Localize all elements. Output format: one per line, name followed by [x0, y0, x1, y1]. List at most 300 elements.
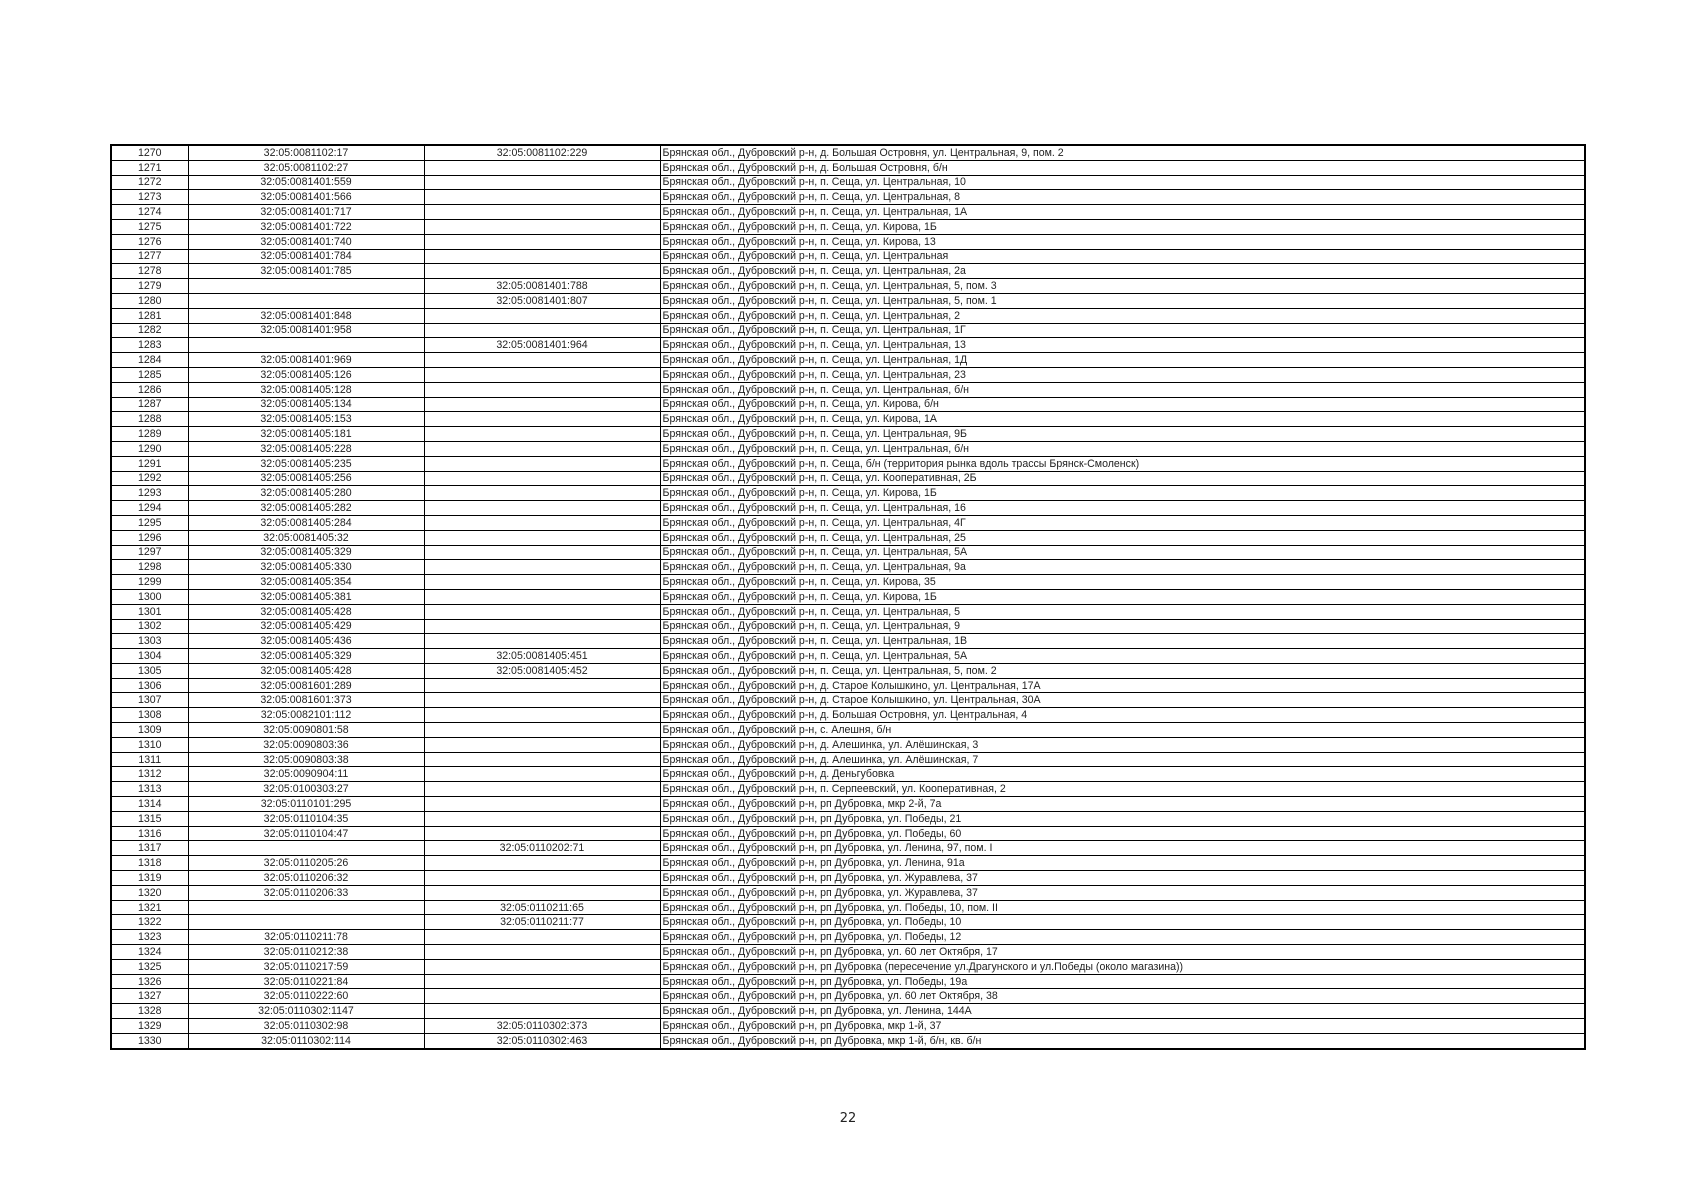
- cadastral-number-cell: 32:05:0110212:38: [188, 945, 424, 960]
- cadastral-number-cell: 32:05:0081401:740: [188, 234, 424, 249]
- address-cell: Брянская обл., Дубровский р-н, д. Старое Колышкино, ул. Центральная, 17А: [660, 678, 1585, 693]
- address-cell: Брянская обл., Дубровский р-н, п. Сеща, ул. Кирова, 1А: [660, 412, 1585, 427]
- row-number-cell: 1298: [111, 560, 188, 575]
- row-number-cell: 1278: [111, 264, 188, 279]
- row-number-cell: 1301: [111, 604, 188, 619]
- table-row: [111, 737, 1585, 752]
- table-row: [111, 471, 1585, 486]
- cadastral-number-cell: 32:05:0081401:722: [188, 219, 424, 234]
- address-cell: Брянская обл., Дубровский р-н, п. Сеща, ул. Центральная, 16: [660, 501, 1585, 516]
- row-number-cell: 1294: [111, 501, 188, 516]
- row-number-cell: 1280: [111, 293, 188, 308]
- table-row: [111, 945, 1585, 960]
- object-cadastral-number-cell: 32:05:0110211:65: [424, 900, 660, 915]
- cadastral-number-cell: 32:05:0081401:848: [188, 308, 424, 323]
- cadastral-number-cell: 32:05:0110101:295: [188, 797, 424, 812]
- row-number-cell: 1321: [111, 900, 188, 915]
- row-number-cell: 1324: [111, 945, 188, 960]
- table-row: [111, 797, 1585, 812]
- address-cell: Брянская обл., Дубровский р-н, п. Сеща, ул. Центральная, 5А: [660, 545, 1585, 560]
- table-row: [111, 989, 1585, 1004]
- address-cell: Брянская обл., Дубровский р-н, п. Сеща, ул. Центральная, 5, пом. 3: [660, 279, 1585, 294]
- object-cadastral-number-cell: 32:05:0110302:463: [424, 1033, 660, 1048]
- row-number-cell: 1311: [111, 752, 188, 767]
- table-row: [111, 1004, 1585, 1019]
- table-row: [111, 1019, 1585, 1034]
- cadastral-number-cell: 32:05:0110211:78: [188, 930, 424, 945]
- table-row: [111, 338, 1585, 353]
- address-cell: Брянская обл., Дубровский р-н, рп Дубровка, ул. Победы, 19а: [660, 974, 1585, 989]
- table-row: [111, 441, 1585, 456]
- row-number-cell: 1276: [111, 234, 188, 249]
- address-cell: Брянская обл., Дубровский р-н, рп Дубровка, ул. Журавлева, 37: [660, 871, 1585, 886]
- object-cadastral-number-cell: 32:05:0110302:373: [424, 1019, 660, 1034]
- address-cell: Брянская обл., Дубровский р-н, рп Дубровка, ул. Ленина, 144А: [660, 1004, 1585, 1019]
- row-number-cell: 1326: [111, 974, 188, 989]
- cadastral-number-cell: 32:05:0081601:289: [188, 678, 424, 693]
- address-cell: Брянская обл., Дубровский р-н, п. Сеща, ул. Центральная, 8: [660, 190, 1585, 205]
- address-cell: Брянская обл., Дубровский р-н, рп Дубровка, ул. Победы, 21: [660, 811, 1585, 826]
- object-cadastral-number-cell: [424, 530, 660, 545]
- object-cadastral-number-cell: [424, 545, 660, 560]
- table-row: [111, 160, 1585, 175]
- object-cadastral-number-cell: [424, 974, 660, 989]
- object-cadastral-number-cell: [424, 930, 660, 945]
- cadastral-number-cell: 32:05:0110302:1147: [188, 1004, 424, 1019]
- row-number-cell: 1316: [111, 826, 188, 841]
- cadastral-number-cell: [188, 900, 424, 915]
- table-row: [111, 427, 1585, 442]
- registry-table-body: [111, 145, 1585, 1049]
- row-number-cell: 1313: [111, 782, 188, 797]
- cadastral-number-cell: 32:05:0081401:969: [188, 353, 424, 368]
- address-cell: Брянская обл., Дубровский р-н, п. Сеща, ул. Центральная, 2: [660, 308, 1585, 323]
- address-cell: Брянская обл., Дубровский р-н, рп Дубровка, ул. Победы, 10, пом. II: [660, 900, 1585, 915]
- table-row: [111, 501, 1585, 516]
- address-cell: Брянская обл., Дубровский р-н, рп Дубровка, ул. Ленина, 97, пом. I: [660, 841, 1585, 856]
- table-row: [111, 234, 1585, 249]
- object-cadastral-number-cell: [424, 515, 660, 530]
- address-cell: Брянская обл., Дубровский р-н, п. Сеща, ул. Кирова, 1Б: [660, 589, 1585, 604]
- table-row: [111, 515, 1585, 530]
- cadastral-number-cell: 32:05:0090801:58: [188, 723, 424, 738]
- address-cell: Брянская обл., Дубровский р-н, п. Сеща, ул. Кооперативная, 2Б: [660, 471, 1585, 486]
- address-cell: Брянская обл., Дубровский р-н, рп Дубровка, ул. 60 лет Октября, 17: [660, 945, 1585, 960]
- object-cadastral-number-cell: 32:05:0110202:71: [424, 841, 660, 856]
- address-cell: Брянская обл., Дубровский р-н, п. Серпеевский, ул. Кооперативная, 2: [660, 782, 1585, 797]
- table-row: [111, 560, 1585, 575]
- cadastral-number-cell: 32:05:0081405:134: [188, 397, 424, 412]
- cadastral-number-cell: 32:05:0110217:59: [188, 959, 424, 974]
- cadastral-number-cell: 32:05:0110302:114: [188, 1033, 424, 1048]
- address-cell: Брянская обл., Дубровский р-н, д. Большая Островня, б/н: [660, 160, 1585, 175]
- row-number-cell: 1305: [111, 663, 188, 678]
- table-row: [111, 205, 1585, 220]
- table-row: [111, 589, 1585, 604]
- row-number-cell: 1283: [111, 338, 188, 353]
- object-cadastral-number-cell: [424, 752, 660, 767]
- cadastral-number-cell: 32:05:0110221:84: [188, 974, 424, 989]
- table-row: [111, 826, 1585, 841]
- cadastral-number-cell: 32:05:0110104:35: [188, 811, 424, 826]
- row-number-cell: 1329: [111, 1019, 188, 1034]
- object-cadastral-number-cell: 32:05:0081401:964: [424, 338, 660, 353]
- row-number-cell: 1322: [111, 915, 188, 930]
- table-row: [111, 190, 1585, 205]
- table-row: [111, 397, 1585, 412]
- table-row: [111, 486, 1585, 501]
- row-number-cell: 1290: [111, 441, 188, 456]
- object-cadastral-number-cell: [424, 190, 660, 205]
- object-cadastral-number-cell: [424, 604, 660, 619]
- row-number-cell: 1323: [111, 930, 188, 945]
- row-number-cell: 1279: [111, 279, 188, 294]
- object-cadastral-number-cell: 32:05:0081401:807: [424, 293, 660, 308]
- cadastral-number-cell: [188, 841, 424, 856]
- row-number-cell: 1274: [111, 205, 188, 220]
- address-cell: Брянская обл., Дубровский р-н, д. Алешинка, ул. Алёшинская, 3: [660, 737, 1585, 752]
- object-cadastral-number-cell: [424, 678, 660, 693]
- address-cell: Брянская обл., Дубровский р-н, рп Дубровка, ул. Победы, 60: [660, 826, 1585, 841]
- table-row: [111, 604, 1585, 619]
- object-cadastral-number-cell: [424, 945, 660, 960]
- cadastral-number-cell: 32:05:0081405:354: [188, 575, 424, 590]
- cadastral-number-cell: [188, 293, 424, 308]
- table-row: [111, 175, 1585, 190]
- address-cell: Брянская обл., Дубровский р-н, рп Дубровка, мкр 2-й, 7а: [660, 797, 1585, 812]
- cadastral-number-cell: 32:05:0110205:26: [188, 856, 424, 871]
- address-cell: Брянская обл., Дубровский р-н, п. Сеща, ул. Центральная, 1А: [660, 205, 1585, 220]
- object-cadastral-number-cell: 32:05:0110211:77: [424, 915, 660, 930]
- cadastral-number-cell: 32:05:0081405:280: [188, 486, 424, 501]
- row-number-cell: 1295: [111, 515, 188, 530]
- table-row: [111, 723, 1585, 738]
- address-cell: Брянская обл., Дубровский р-н, п. Сеща, ул. Кирова, б/н: [660, 397, 1585, 412]
- object-cadastral-number-cell: [424, 708, 660, 723]
- object-cadastral-number-cell: [424, 308, 660, 323]
- object-cadastral-number-cell: [424, 575, 660, 590]
- row-number-cell: 1297: [111, 545, 188, 560]
- cadastral-number-cell: 32:05:0081401:785: [188, 264, 424, 279]
- address-cell: Брянская обл., Дубровский р-н, п. Сеща, ул. Центральная, 2а: [660, 264, 1585, 279]
- table-row: [111, 693, 1585, 708]
- cadastral-number-cell: 32:05:0081405:256: [188, 471, 424, 486]
- row-number-cell: 1328: [111, 1004, 188, 1019]
- cadastral-number-cell: 32:05:0081405:381: [188, 589, 424, 604]
- object-cadastral-number-cell: [424, 589, 660, 604]
- row-number-cell: 1282: [111, 323, 188, 338]
- address-cell: Брянская обл., Дубровский р-н, п. Сеща, ул. Центральная, б/н: [660, 441, 1585, 456]
- table-row: [111, 219, 1585, 234]
- table-row: [111, 649, 1585, 664]
- table-row: [111, 308, 1585, 323]
- cadastral-number-cell: 32:05:0081405:436: [188, 634, 424, 649]
- table-row: [111, 841, 1585, 856]
- table-row: [111, 871, 1585, 886]
- cadastral-number-cell: 32:05:0081401:958: [188, 323, 424, 338]
- address-cell: Брянская обл., Дубровский р-н, п. Сеща, ул. Центральная, 5, пом. 2: [660, 663, 1585, 678]
- object-cadastral-number-cell: [424, 885, 660, 900]
- row-number-cell: 1271: [111, 160, 188, 175]
- address-cell: Брянская обл., Дубровский р-н, рп Дубровка, мкр 1-й, б/н, кв. б/н: [660, 1033, 1585, 1048]
- address-cell: Брянская обл., Дубровский р-н, рп Дубровка, ул. Победы, 10: [660, 915, 1585, 930]
- cadastral-number-cell: 32:05:0081405:235: [188, 456, 424, 471]
- row-number-cell: 1299: [111, 575, 188, 590]
- cadastral-number-cell: 32:05:0090803:38: [188, 752, 424, 767]
- object-cadastral-number-cell: 32:05:0081405:452: [424, 663, 660, 678]
- object-cadastral-number-cell: [424, 871, 660, 886]
- cadastral-number-cell: 32:05:0110206:32: [188, 871, 424, 886]
- table-row: [111, 619, 1585, 634]
- row-number-cell: 1309: [111, 723, 188, 738]
- address-cell: Брянская обл., Дубровский р-н, д. Большая Островня, ул. Центральная, 9, пом. 2: [660, 145, 1585, 160]
- address-cell: Брянская обл., Дубровский р-н, п. Сеща, ул. Центральная, 23: [660, 367, 1585, 382]
- cadastral-number-cell: 32:05:0081405:329: [188, 649, 424, 664]
- cadastral-number-cell: [188, 915, 424, 930]
- table-row: [111, 293, 1585, 308]
- property-registry-table: [110, 144, 1586, 1050]
- row-number-cell: 1291: [111, 456, 188, 471]
- address-cell: Брянская обл., Дубровский р-н, п. Сеща, ул. Центральная, 1Г: [660, 323, 1585, 338]
- table-row: [111, 264, 1585, 279]
- row-number-cell: 1288: [111, 412, 188, 427]
- cadastral-number-cell: 32:05:0082101:112: [188, 708, 424, 723]
- cadastral-number-cell: 32:05:0081405:329: [188, 545, 424, 560]
- cadastral-number-cell: 32:05:0081405:428: [188, 604, 424, 619]
- object-cadastral-number-cell: [424, 471, 660, 486]
- table-row: [111, 634, 1585, 649]
- address-cell: Брянская обл., Дубровский р-н, д. Большая Островня, ул. Центральная, 4: [660, 708, 1585, 723]
- object-cadastral-number-cell: [424, 456, 660, 471]
- address-cell: Брянская обл., Дубровский р-н, п. Сеща, ул. Центральная, 10: [660, 175, 1585, 190]
- table-row: [111, 856, 1585, 871]
- table-row: [111, 530, 1585, 545]
- address-cell: Брянская обл., Дубровский р-н, п. Сеща, ул. Кирова, 35: [660, 575, 1585, 590]
- object-cadastral-number-cell: [424, 412, 660, 427]
- cadastral-number-cell: 32:05:0110104:47: [188, 826, 424, 841]
- cadastral-number-cell: [188, 338, 424, 353]
- address-cell: Брянская обл., Дубровский р-н, рп Дубровка (пересечение ул.Драгунского и ул.Победы (около магазина)): [660, 959, 1585, 974]
- row-number-cell: 1312: [111, 767, 188, 782]
- address-cell: Брянская обл., Дубровский р-н, п. Сеща, ул. Центральная, 9а: [660, 560, 1585, 575]
- row-number-cell: 1284: [111, 353, 188, 368]
- object-cadastral-number-cell: [424, 353, 660, 368]
- object-cadastral-number-cell: [424, 737, 660, 752]
- table-row: [111, 412, 1585, 427]
- table-row: [111, 974, 1585, 989]
- cadastral-number-cell: 32:05:0081405:32: [188, 530, 424, 545]
- address-cell: Брянская обл., Дубровский р-н, п. Сеща, ул. Центральная, 1Д: [660, 353, 1585, 368]
- cadastral-number-cell: 32:05:0081401:559: [188, 175, 424, 190]
- object-cadastral-number-cell: 32:05:0081401:788: [424, 279, 660, 294]
- page-number: 22: [839, 1111, 857, 1126]
- cadastral-number-cell: 32:05:0090904:11: [188, 767, 424, 782]
- cadastral-number-cell: 32:05:0081405:228: [188, 441, 424, 456]
- object-cadastral-number-cell: [424, 723, 660, 738]
- object-cadastral-number-cell: [424, 486, 660, 501]
- object-cadastral-number-cell: [424, 767, 660, 782]
- cadastral-number-cell: 32:05:0081405:181: [188, 427, 424, 442]
- row-number-cell: 1327: [111, 989, 188, 1004]
- address-cell: Брянская обл., Дубровский р-н, д. Старое Колышкино, ул. Центральная, 30А: [660, 693, 1585, 708]
- row-number-cell: 1300: [111, 589, 188, 604]
- table-row: [111, 249, 1585, 264]
- row-number-cell: 1315: [111, 811, 188, 826]
- object-cadastral-number-cell: [424, 219, 660, 234]
- cadastral-number-cell: 32:05:0090803:36: [188, 737, 424, 752]
- cadastral-number-cell: 32:05:0081401:717: [188, 205, 424, 220]
- object-cadastral-number-cell: [424, 634, 660, 649]
- object-cadastral-number-cell: [424, 782, 660, 797]
- object-cadastral-number-cell: [424, 826, 660, 841]
- address-cell: Брянская обл., Дубровский р-н, п. Сеща, ул. Центральная, 9: [660, 619, 1585, 634]
- table-row: [111, 279, 1585, 294]
- address-cell: Брянская обл., Дубровский р-н, п. Сеща, ул. Центральная: [660, 249, 1585, 264]
- row-number-cell: 1285: [111, 367, 188, 382]
- address-cell: Брянская обл., Дубровский р-н, п. Сеща, ул. Центральная, 5, пом. 1: [660, 293, 1585, 308]
- row-number-cell: 1308: [111, 708, 188, 723]
- cadastral-number-cell: [188, 279, 424, 294]
- row-number-cell: 1292: [111, 471, 188, 486]
- table-row: [111, 782, 1585, 797]
- table-row: [111, 678, 1585, 693]
- table-row: [111, 1033, 1585, 1048]
- object-cadastral-number-cell: [424, 441, 660, 456]
- table-row: [111, 456, 1585, 471]
- address-cell: Брянская обл., Дубровский р-н, п. Сеща, ул. Центральная, 13: [660, 338, 1585, 353]
- address-cell: Брянская обл., Дубровский р-н, п. Сеща, б/н (территория рынка вдоль трассы Брянск-Смоленск): [660, 456, 1585, 471]
- cadastral-number-cell: 32:05:0110206:33: [188, 885, 424, 900]
- cadastral-number-cell: 32:05:0081405:282: [188, 501, 424, 516]
- table-row: [111, 811, 1585, 826]
- object-cadastral-number-cell: [424, 367, 660, 382]
- table-row: [111, 382, 1585, 397]
- address-cell: Брянская обл., Дубровский р-н, д. Деньгубовка: [660, 767, 1585, 782]
- object-cadastral-number-cell: [424, 397, 660, 412]
- object-cadastral-number-cell: [424, 234, 660, 249]
- address-cell: Брянская обл., Дубровский р-н, п. Сеща, ул. Центральная, б/н: [660, 382, 1585, 397]
- table-row: [111, 145, 1585, 160]
- cadastral-number-cell: 32:05:0081102:27: [188, 160, 424, 175]
- address-cell: Брянская обл., Дубровский р-н, п. Сеща, ул. Центральная, 25: [660, 530, 1585, 545]
- row-number-cell: 1318: [111, 856, 188, 871]
- row-number-cell: 1303: [111, 634, 188, 649]
- row-number-cell: 1275: [111, 219, 188, 234]
- row-number-cell: 1319: [111, 871, 188, 886]
- row-number-cell: 1287: [111, 397, 188, 412]
- object-cadastral-number-cell: [424, 175, 660, 190]
- address-cell: Брянская обл., Дубровский р-н, п. Сеща, ул. Центральная, 5А: [660, 649, 1585, 664]
- address-cell: Брянская обл., Дубровский р-н, с. Алешня, б/н: [660, 723, 1585, 738]
- address-cell: Брянская обл., Дубровский р-н, п. Сеща, ул. Кирова, 1Б: [660, 219, 1585, 234]
- object-cadastral-number-cell: 32:05:0081102:229: [424, 145, 660, 160]
- address-cell: Брянская обл., Дубровский р-н, п. Сеща, ул. Центральная, 9Б: [660, 427, 1585, 442]
- object-cadastral-number-cell: [424, 160, 660, 175]
- table-row: [111, 663, 1585, 678]
- table-row: [111, 323, 1585, 338]
- object-cadastral-number-cell: [424, 1004, 660, 1019]
- table-row: [111, 885, 1585, 900]
- row-number-cell: 1307: [111, 693, 188, 708]
- cadastral-number-cell: 32:05:0100303:27: [188, 782, 424, 797]
- object-cadastral-number-cell: [424, 959, 660, 974]
- row-number-cell: 1330: [111, 1033, 188, 1048]
- object-cadastral-number-cell: [424, 560, 660, 575]
- address-cell: Брянская обл., Дубровский р-н, п. Сеща, ул. Кирова, 13: [660, 234, 1585, 249]
- cadastral-number-cell: 32:05:0110222:60: [188, 989, 424, 1004]
- table-row: [111, 367, 1585, 382]
- object-cadastral-number-cell: [424, 323, 660, 338]
- row-number-cell: 1304: [111, 649, 188, 664]
- row-number-cell: 1310: [111, 737, 188, 752]
- row-number-cell: 1289: [111, 427, 188, 442]
- row-number-cell: 1293: [111, 486, 188, 501]
- address-cell: Брянская обл., Дубровский р-н, д. Алешинка, ул. Алёшинская, 7: [660, 752, 1585, 767]
- address-cell: Брянская обл., Дубровский р-н, п. Сеща, ул. Центральная, 1В: [660, 634, 1585, 649]
- object-cadastral-number-cell: [424, 501, 660, 516]
- table-row: [111, 752, 1585, 767]
- row-number-cell: 1270: [111, 145, 188, 160]
- table-row: [111, 708, 1585, 723]
- cadastral-number-cell: 32:05:0081102:17: [188, 145, 424, 160]
- cadastral-number-cell: 32:05:0081601:373: [188, 693, 424, 708]
- table-row: [111, 915, 1585, 930]
- cadastral-number-cell: 32:05:0081405:128: [188, 382, 424, 397]
- row-number-cell: 1320: [111, 885, 188, 900]
- row-number-cell: 1273: [111, 190, 188, 205]
- object-cadastral-number-cell: [424, 811, 660, 826]
- address-cell: Брянская обл., Дубровский р-н, рп Дубровка, мкр 1-й, 37: [660, 1019, 1585, 1034]
- row-number-cell: 1286: [111, 382, 188, 397]
- table-row: [111, 545, 1585, 560]
- object-cadastral-number-cell: 32:05:0081405:451: [424, 649, 660, 664]
- object-cadastral-number-cell: [424, 989, 660, 1004]
- object-cadastral-number-cell: [424, 797, 660, 812]
- object-cadastral-number-cell: [424, 382, 660, 397]
- cadastral-number-cell: 32:05:0081401:784: [188, 249, 424, 264]
- table-row: [111, 767, 1585, 782]
- address-cell: Брянская обл., Дубровский р-н, рп Дубровка, ул. Победы, 12: [660, 930, 1585, 945]
- cadastral-number-cell: 32:05:0081405:330: [188, 560, 424, 575]
- address-cell: Брянская обл., Дубровский р-н, рп Дубровка, ул. Журавлева, 37: [660, 885, 1585, 900]
- address-cell: Брянская обл., Дубровский р-н, п. Сеща, ул. Центральная, 4Г: [660, 515, 1585, 530]
- object-cadastral-number-cell: [424, 205, 660, 220]
- row-number-cell: 1302: [111, 619, 188, 634]
- row-number-cell: 1296: [111, 530, 188, 545]
- object-cadastral-number-cell: [424, 619, 660, 634]
- cadastral-number-cell: 32:05:0081405:428: [188, 663, 424, 678]
- object-cadastral-number-cell: [424, 427, 660, 442]
- object-cadastral-number-cell: [424, 693, 660, 708]
- object-cadastral-number-cell: [424, 856, 660, 871]
- cadastral-number-cell: 32:05:0081405:429: [188, 619, 424, 634]
- row-number-cell: 1317: [111, 841, 188, 856]
- row-number-cell: 1314: [111, 797, 188, 812]
- address-cell: Брянская обл., Дубровский р-н, рп Дубровка, ул. 60 лет Октября, 38: [660, 989, 1585, 1004]
- row-number-cell: 1272: [111, 175, 188, 190]
- row-number-cell: 1306: [111, 678, 188, 693]
- row-number-cell: 1281: [111, 308, 188, 323]
- object-cadastral-number-cell: [424, 249, 660, 264]
- cadastral-number-cell: 32:05:0081405:284: [188, 515, 424, 530]
- row-number-cell: 1325: [111, 959, 188, 974]
- table-row: [111, 959, 1585, 974]
- cadastral-number-cell: 32:05:0081401:566: [188, 190, 424, 205]
- row-number-cell: 1277: [111, 249, 188, 264]
- address-cell: Брянская обл., Дубровский р-н, п. Сеща, ул. Кирова, 1Б: [660, 486, 1585, 501]
- cadastral-number-cell: 32:05:0081405:153: [188, 412, 424, 427]
- object-cadastral-number-cell: [424, 264, 660, 279]
